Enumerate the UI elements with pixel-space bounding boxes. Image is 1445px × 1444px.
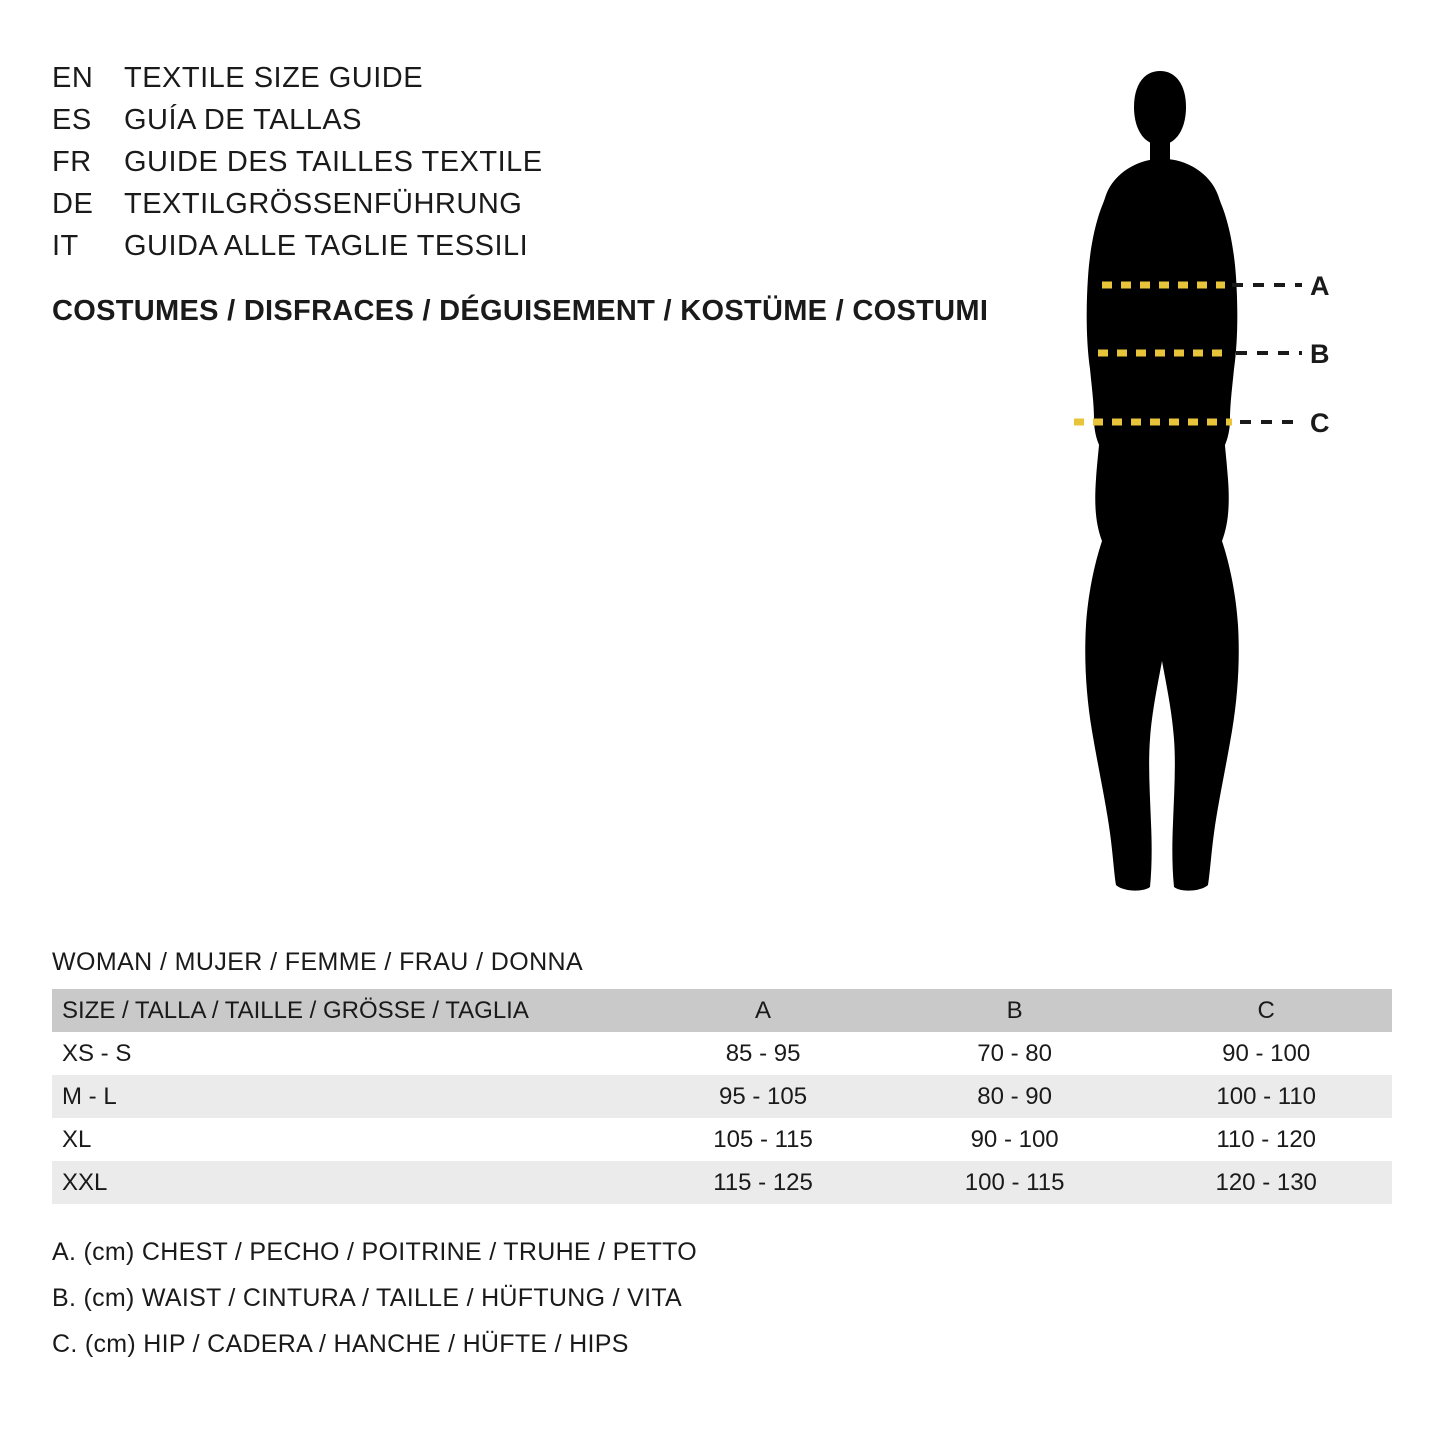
- table-header-row: [52, 989, 1392, 1032]
- table-cell-size: XS - S: [62, 1040, 132, 1067]
- female-silhouette-icon: [1010, 55, 1390, 895]
- marker-label-a: A: [1310, 271, 1330, 301]
- table-header-b: B: [1006, 997, 1023, 1024]
- language-row: [52, 188, 1032, 221]
- table-cell-c: 100 - 110: [1216, 1083, 1317, 1110]
- language-title: GUIDE DES TAILLES TEXTILE: [124, 146, 543, 178]
- language-title: TEXTILGRÖSSENFÜHRUNG: [124, 188, 523, 220]
- size-table-section: [52, 948, 1392, 1204]
- marker-label-c: C: [1310, 408, 1330, 438]
- language-title: GUÍA DE TALLAS: [124, 104, 363, 136]
- table-cell-size: XXL: [62, 1169, 108, 1196]
- table-row: [52, 1161, 1392, 1204]
- table-cell-b: 70 - 80: [977, 1040, 1052, 1067]
- table-cell-c: 90 - 100: [1222, 1040, 1311, 1067]
- table-cell-c: 120 - 130: [1215, 1169, 1317, 1196]
- language-row: [52, 230, 1032, 263]
- table-cell-a: 95 - 105: [719, 1083, 808, 1110]
- table-cell-size: M - L: [62, 1083, 117, 1110]
- language-title: GUIDA ALLE TAGLIE TESSILI: [124, 230, 529, 262]
- table-cell-size: XL: [62, 1126, 92, 1153]
- table-cell-a: 105 - 115: [713, 1126, 813, 1153]
- language-row: [52, 62, 1032, 95]
- table-cell-b: 90 - 100: [970, 1126, 1059, 1153]
- table-row: [52, 1118, 1392, 1161]
- table-row: [52, 1075, 1392, 1118]
- table-row: [52, 1032, 1392, 1075]
- body-figure-diagram: [1010, 55, 1390, 895]
- size-table: [52, 989, 1392, 1204]
- table-cell-a: 85 - 95: [725, 1040, 801, 1067]
- legend-item-b: B. (cm) WAIST / CINTURA / TAILLE / HÜFTUNG / VITA: [52, 1284, 683, 1312]
- language-code: DE: [52, 188, 94, 220]
- language-code: EN: [52, 62, 94, 94]
- legend-item-a: A. (cm) CHEST / PECHO / POITRINE / TRUHE / PETTO: [52, 1238, 698, 1266]
- language-row: [52, 146, 1032, 179]
- category-title: COSTUMES / DISFRACES / DÉGUISEMENT / KOSTÜME / COSTUMI: [52, 295, 989, 327]
- table-caption: WOMAN / MUJER / FEMME / FRAU / DONNA: [52, 948, 584, 976]
- table-cell-b: 80 - 90: [977, 1083, 1052, 1110]
- language-row: [52, 104, 1032, 137]
- language-code: FR: [52, 146, 92, 178]
- table-header-a: A: [755, 997, 772, 1024]
- legend-item-c: C. (cm) HIP / CADERA / HANCHE / HÜFTE / HIPS: [52, 1330, 629, 1358]
- table-cell-b: 100 - 115: [964, 1169, 1065, 1196]
- table-header-c: C: [1257, 997, 1275, 1024]
- header-block: [52, 62, 1032, 328]
- language-code: IT: [52, 230, 79, 262]
- table-cell-c: 110 - 120: [1216, 1126, 1317, 1153]
- language-title: TEXTILE SIZE GUIDE: [124, 62, 424, 94]
- marker-label-b: B: [1310, 339, 1330, 369]
- table-cell-a: 115 - 125: [713, 1169, 813, 1196]
- table-header-size: SIZE / TALLA / TAILLE / GRÖSSE / TAGLIA: [62, 997, 529, 1024]
- measurement-legend: [52, 1238, 697, 1376]
- language-code: ES: [52, 104, 92, 136]
